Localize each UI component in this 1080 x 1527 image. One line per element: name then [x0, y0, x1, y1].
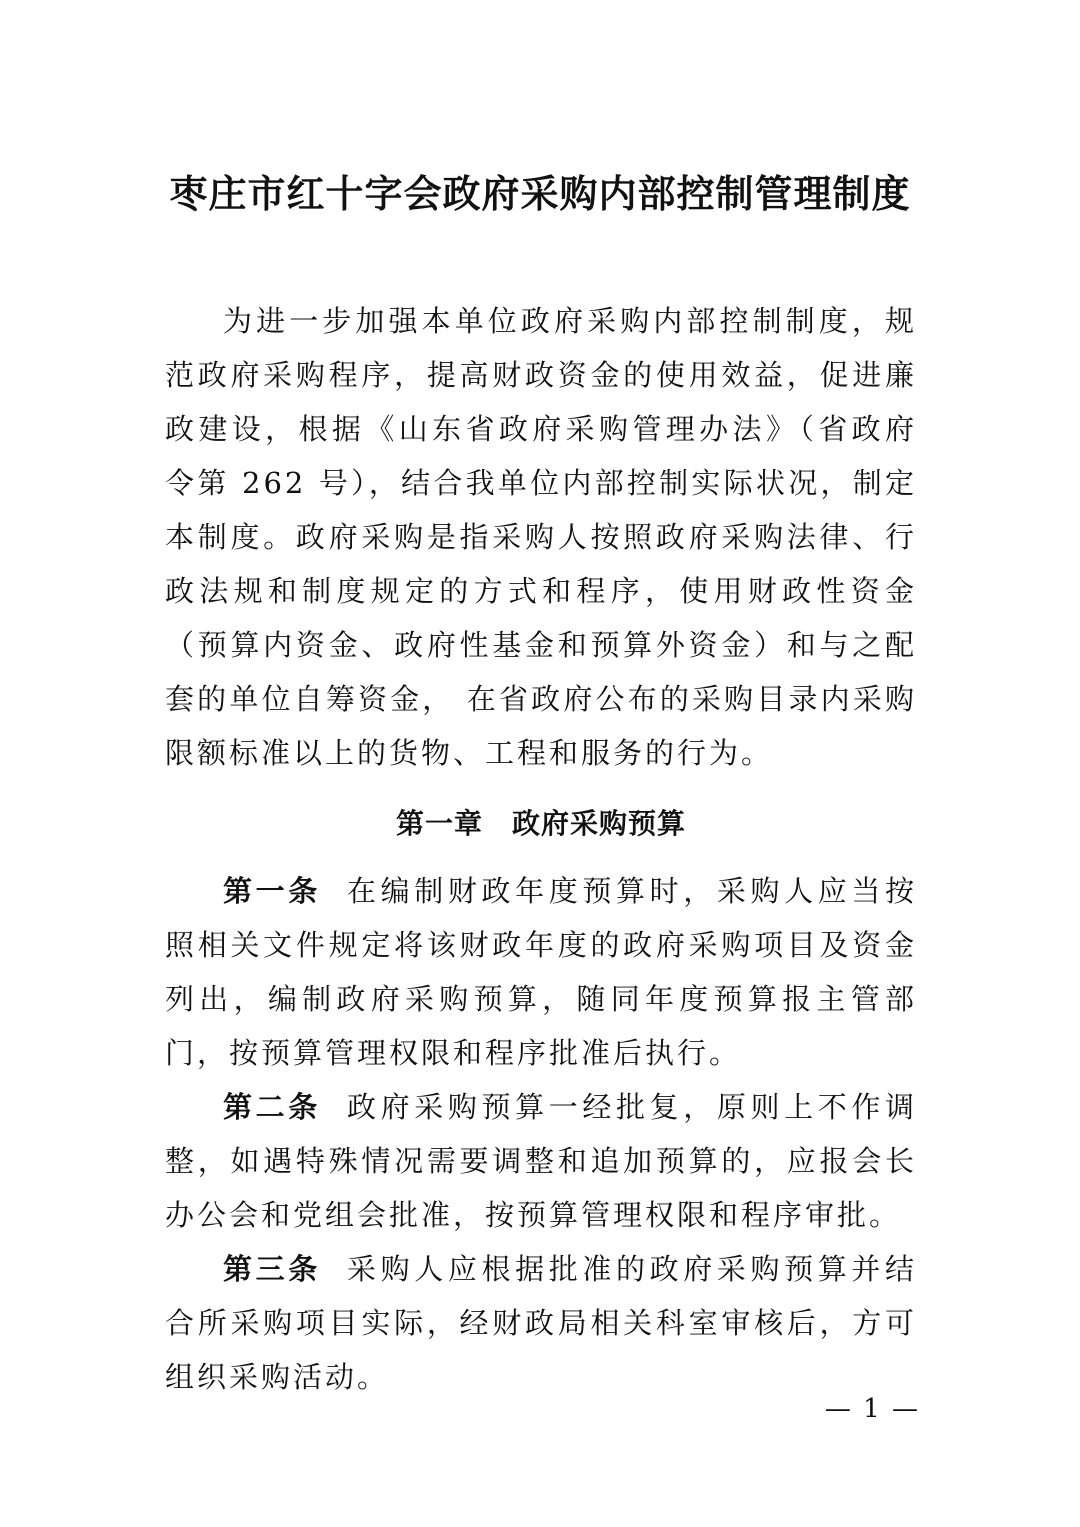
article-1: [165, 864, 917, 1080]
article-1-text: 在编制财政年度预算时，采购人应当按照相关文件规定将该财政年度的政府采购项目及资金列出，编制政府采购预算，随同年度预算报主管部门，按预算管理权限和程序批准后执行。: [165, 874, 917, 1070]
article-2: [165, 1080, 917, 1242]
article-1-label: 第一条: [223, 874, 321, 908]
document-body: [165, 294, 917, 1404]
document-title: 枣庄市红十字会政府采购内部控制管理制度: [169, 172, 911, 216]
page-number: — 1 —: [824, 1394, 920, 1424]
article-2-text: 政府采购预算一经批复，原则上不作调整，如遇特殊情况需要调整和追加预算的，应报会长办公会和党组会批准，按预算管理权限和程序审批。: [165, 1090, 917, 1232]
article-3-text: 采购人应根据批准的政府采购预算并结合所采购项目实际，经财政局相关科室审核后，方可组织采购活动。: [165, 1252, 917, 1394]
article-3-label: 第三条: [223, 1252, 321, 1286]
article-3: [165, 1242, 917, 1404]
article-2-label: 第二条: [223, 1090, 321, 1124]
chapter-heading: 第一章 政府采购预算: [395, 807, 686, 840]
preamble-paragraph: 为进一步加强本单位政府采购内部控制制度，规范政府采购程序，提高财政资金的使用效益，促进廉政建设，根据《山东省政府采购管理办法》（省政府令第 262 号），结合我单位内部控制实际状况，制定本制度。政府采购是指采购人按照政府采购法律、行政法规和制度规定的方式和程序，使用财政性资金（预算内资金、政府性基金和预算外资金）和与之配套的单位自筹资金， 在省政府公布的采购目录内采购限额标准以上的货物、工程和服务的行为。: [165, 304, 917, 770]
